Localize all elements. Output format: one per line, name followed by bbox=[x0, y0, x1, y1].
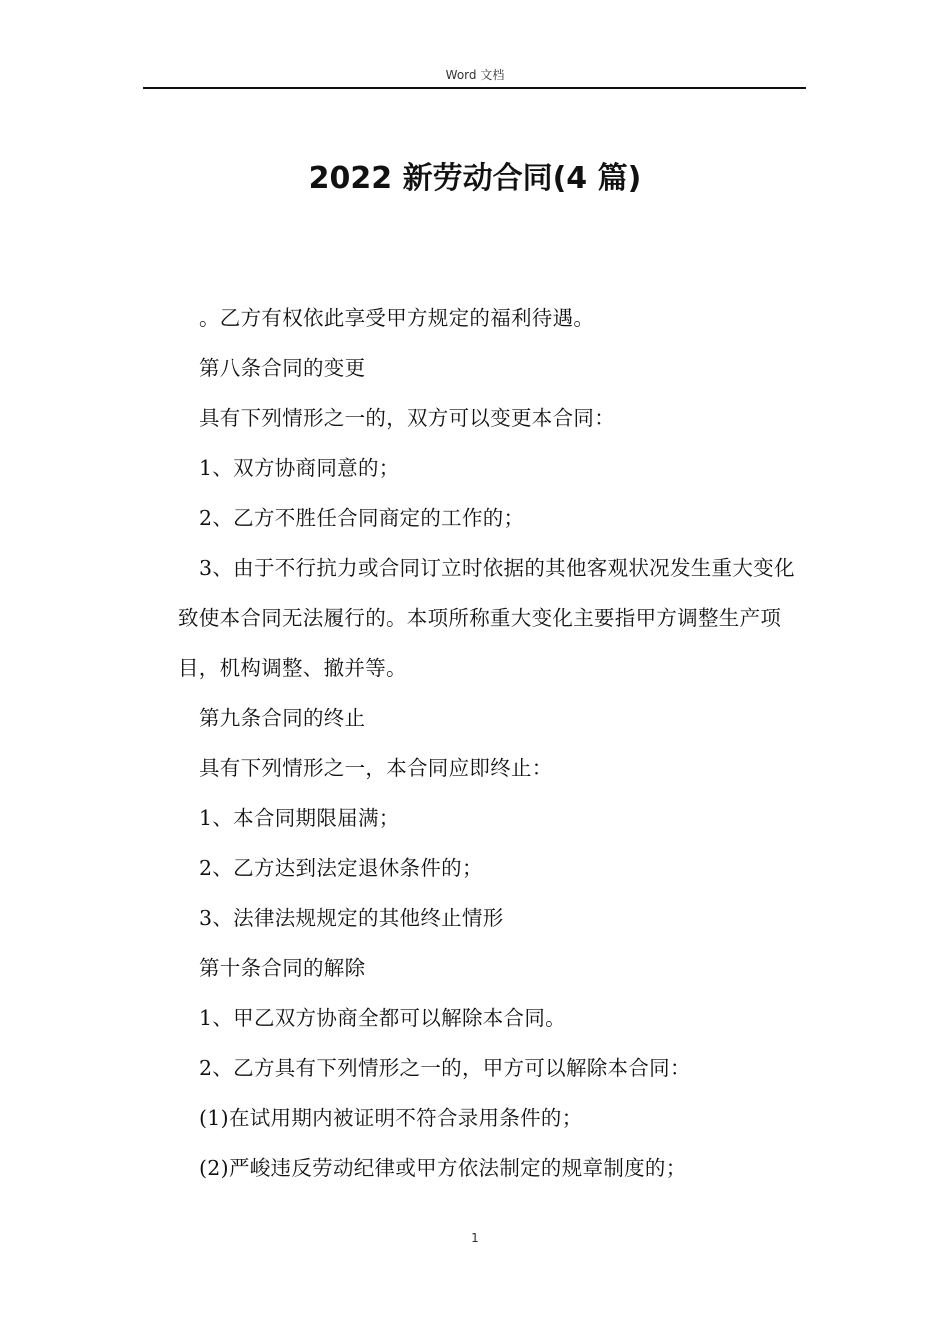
list-item: (2)严峻违反劳动纪律或甲方依法制定的规章制度的； bbox=[199, 1156, 687, 1180]
paragraph: 具有下列情形之一的，双方可以变更本合同： bbox=[199, 406, 615, 430]
header-rule bbox=[143, 87, 806, 89]
section-heading: 第八条合同的变更 bbox=[199, 356, 366, 380]
document-title: 2022 新劳动合同(4 篇) bbox=[308, 161, 642, 196]
list-item: (1)在试用期内被证明不符合录用条件的； bbox=[199, 1106, 583, 1130]
list-item: 2、乙方具有下列情形之一的，甲方可以解除本合同： bbox=[199, 1056, 691, 1080]
section-heading: 第九条合同的终止 bbox=[199, 706, 366, 730]
list-item: 2、乙方不胜任合同商定的工作的； bbox=[199, 506, 525, 530]
document-body bbox=[178, 293, 806, 1193]
list-item: 1、双方协商同意的； bbox=[199, 456, 400, 480]
list-item: 1、甲乙双方协商全都可以解除本合同。 bbox=[199, 1006, 566, 1030]
paragraph: 具有下列情形之一，本合同应即终止： bbox=[199, 756, 553, 780]
header-label: Word 文档 bbox=[445, 68, 505, 82]
list-item: 3、由于不行抗力或合同订立时依据的其他客观状况发生重大变化致使本合同无法履行的。本项所称重大变化主要指甲方调整生产项目，机构调整、撤并等。 bbox=[178, 556, 795, 680]
paragraph: 。乙方有权依此享受甲方规定的福利待遇。 bbox=[199, 306, 595, 330]
page-number: 1 bbox=[471, 1231, 479, 1245]
section-heading: 第十条合同的解除 bbox=[199, 956, 366, 980]
list-item: 1、本合同期限届满； bbox=[199, 806, 400, 830]
list-item: 2、乙方达到法定退休条件的； bbox=[199, 856, 483, 880]
list-item: 3、法律法规规定的其他终止情形 bbox=[199, 906, 504, 930]
